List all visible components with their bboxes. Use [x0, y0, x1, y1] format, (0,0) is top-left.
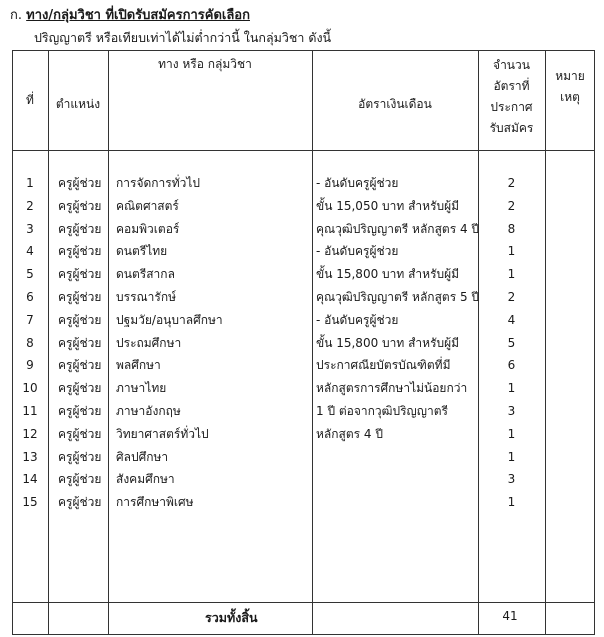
- salary-line: - อันดับครูผู้ช่วย: [316, 176, 399, 190]
- row-no: 12: [22, 427, 38, 441]
- header-remark-line: เหตุ: [560, 90, 580, 104]
- row-count: 4: [507, 313, 516, 327]
- header-salary: อัตราเงินเดือน: [358, 97, 432, 111]
- row-count: 6: [507, 358, 516, 372]
- column-divider: [545, 50, 546, 635]
- salary-line: หลักสูตรการศึกษาไม่น้อยกว่า: [316, 381, 468, 395]
- row-subject: การศึกษาพิเศษ: [116, 495, 194, 509]
- row-count: 1: [507, 267, 516, 281]
- row-no: 4: [26, 244, 34, 258]
- row-no: 2: [26, 199, 34, 213]
- row-subject: คณิตศาสตร์: [116, 199, 179, 213]
- row-no: 8: [26, 336, 34, 350]
- row-subject: บรรณารักษ์: [116, 290, 176, 304]
- row-subject: คอมพิวเตอร์: [116, 222, 180, 236]
- row-position: ครูผู้ช่วย: [58, 267, 102, 281]
- header-count-line: ประกาศ: [490, 100, 533, 114]
- row-position: ครูผู้ช่วย: [58, 450, 102, 464]
- row-count: 1: [507, 450, 516, 464]
- row-position: ครูผู้ช่วย: [58, 472, 102, 486]
- header-position: ตำแหน่ง: [55, 97, 101, 111]
- column-divider: [312, 50, 313, 635]
- header-no: ที่: [26, 93, 34, 107]
- total-top-rule: [12, 602, 595, 603]
- row-no: 10: [22, 381, 38, 395]
- column-divider: [108, 50, 109, 635]
- row-count: 2: [507, 176, 516, 190]
- row-no: 13: [22, 450, 38, 464]
- row-no: 14: [22, 472, 38, 486]
- salary-line: คุณวุฒิปริญญาตรี หลักสูตร 4 ปี: [316, 222, 480, 236]
- section-title: ทาง/กลุ่มวิชา ที่เปิดรับสมัครการคัดเลือก: [26, 8, 250, 23]
- row-subject: ดนตรีไทย: [116, 244, 168, 258]
- header-count-line: รับสมัคร: [489, 121, 534, 135]
- row-position: ครูผู้ช่วย: [58, 244, 102, 258]
- row-subject: สังคมศึกษา: [116, 472, 175, 486]
- row-no: 1: [26, 176, 34, 190]
- row-position: ครูผู้ช่วย: [58, 199, 102, 213]
- header-subject: ทาง หรือ กลุ่มวิชา: [158, 57, 252, 71]
- row-count: 1: [507, 427, 516, 441]
- row-count: 1: [507, 381, 516, 395]
- row-no: 15: [22, 495, 38, 509]
- header-remark: [545, 66, 595, 108]
- header-remark-line: หมาย: [555, 69, 585, 83]
- row-position: ครูผู้ช่วย: [58, 495, 102, 509]
- row-no: 9: [26, 358, 34, 372]
- column-divider: [48, 50, 49, 635]
- salary-line: - อันดับครูผู้ช่วย: [316, 244, 399, 258]
- row-count: 5: [507, 336, 516, 350]
- row-subject: ดนตรีสากล: [116, 267, 175, 281]
- row-count: 1: [507, 244, 516, 258]
- row-count: 1: [507, 495, 516, 509]
- section-prefix: ก.: [10, 8, 23, 23]
- section-heading: [10, 4, 250, 25]
- row-count: 3: [507, 404, 516, 418]
- row-count: 3: [507, 472, 516, 486]
- row-position: ครูผู้ช่วย: [58, 222, 102, 236]
- header-count: [478, 55, 545, 139]
- salary-line: 1 ปี ต่อจากวุฒิปริญญาตรี: [316, 404, 448, 418]
- row-subject: ภาษาไทย: [116, 381, 167, 395]
- total-label: รวมทั้งสิ้น: [205, 610, 258, 625]
- row-count: 8: [507, 222, 516, 236]
- row-position: ครูผู้ช่วย: [58, 336, 102, 350]
- row-position: ครูผู้ช่วย: [58, 381, 102, 395]
- header-count-line: อัตราที่: [493, 79, 530, 93]
- salary-line: หลักสูตร 4 ปี: [316, 427, 383, 441]
- row-position: ครูผู้ช่วย: [58, 404, 102, 418]
- row-subject: วิทยาศาสตร์ทั่วไป: [116, 427, 209, 441]
- row-subject: พลศึกษา: [116, 358, 161, 372]
- row-subject: การจัดการทั่วไป: [116, 176, 201, 190]
- row-position: ครูผู้ช่วย: [58, 176, 102, 190]
- row-subject: ศิลปศึกษา: [116, 450, 169, 464]
- row-no: 3: [26, 222, 34, 236]
- row-position: ครูผู้ช่วย: [58, 358, 102, 372]
- row-position: ครูผู้ช่วย: [58, 427, 102, 441]
- row-subject: ปฐมวัย/อนุบาลศึกษา: [116, 313, 223, 327]
- row-count: 2: [507, 290, 516, 304]
- total-value: 41: [502, 609, 518, 623]
- salary-line: ขั้น 15,050 บาท สำหรับผู้มี: [316, 199, 460, 213]
- row-position: ครูผู้ช่วย: [58, 290, 102, 304]
- row-no: 11: [22, 404, 38, 418]
- row-subject: ประถมศึกษา: [116, 336, 182, 350]
- header-count-line: จำนวน: [493, 58, 530, 72]
- row-position: ครูผู้ช่วย: [58, 313, 102, 327]
- row-no: 7: [26, 313, 34, 327]
- salary-line: คุณวุฒิปริญญาตรี หลักสูตร 5 ปี: [316, 290, 480, 304]
- salary-line: ขั้น 15,800 บาท สำหรับผู้มี: [316, 336, 460, 350]
- section-subheading: ปริญญาตรี หรือเทียบเท่าได้ไม่ต่ำกว่านี้ ในกลุ่มวิชา ดังนี้: [34, 30, 332, 45]
- salary-line: - อันดับครูผู้ช่วย: [316, 313, 399, 327]
- salary-line: ประกาศณียบัตรบัณฑิตที่มี: [316, 358, 451, 372]
- salary-line: ขั้น 15,800 บาท สำหรับผู้มี: [316, 267, 460, 281]
- header-bottom-rule: [12, 150, 595, 151]
- row-no: 6: [26, 290, 34, 304]
- row-subject: ภาษาอังกฤษ: [116, 404, 181, 418]
- row-no: 5: [26, 267, 34, 281]
- row-count: 2: [507, 199, 516, 213]
